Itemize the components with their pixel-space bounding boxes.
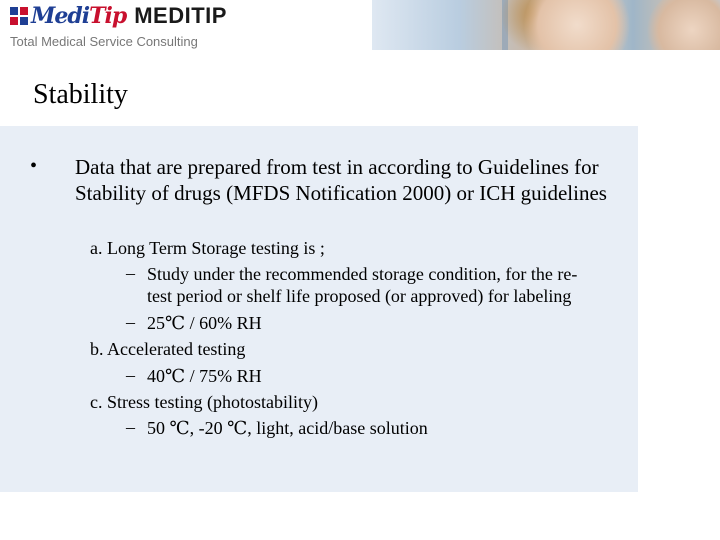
dash-marker: –	[126, 417, 135, 437]
list-item-detail: 40℃ / 75% RH	[147, 366, 262, 386]
logo-wordmark: MEDITIP	[134, 3, 227, 28]
logo-tagline: Total Medical Service Consulting	[10, 34, 198, 49]
list-item-detail: 50 ℃, -20 ℃, light, acid/base solution	[147, 418, 428, 438]
list-item-detail: Study under the recommended storage condition, for the re-	[147, 264, 578, 284]
slide-title: Stability	[33, 79, 128, 110]
dash-marker: –	[126, 312, 135, 332]
list-item-detail: 25℃ / 60% RH	[147, 313, 262, 333]
company-logo	[10, 3, 250, 49]
header-photo-banner	[372, 0, 720, 50]
list-item-label: b. Accelerated testing	[90, 339, 246, 359]
bullet-marker: •	[30, 155, 38, 177]
list-item-label: c. Stress testing (photostability)	[90, 392, 318, 412]
list-item-detail: test period or shelf life proposed (or approved) for labeling	[147, 286, 572, 306]
list-item-label: a. Long Term Storage testing is ;	[90, 238, 325, 258]
header	[0, 0, 720, 50]
dash-marker: –	[126, 365, 135, 385]
bullet-text: Data that are prepared from test in according to Guidelines for Stability of drugs (MFDS Notification 2000) or ICH guidelines	[75, 155, 607, 205]
medical-cross-icon	[10, 7, 28, 25]
logo-script: MediTip	[31, 3, 127, 29]
dash-marker: –	[126, 263, 135, 283]
